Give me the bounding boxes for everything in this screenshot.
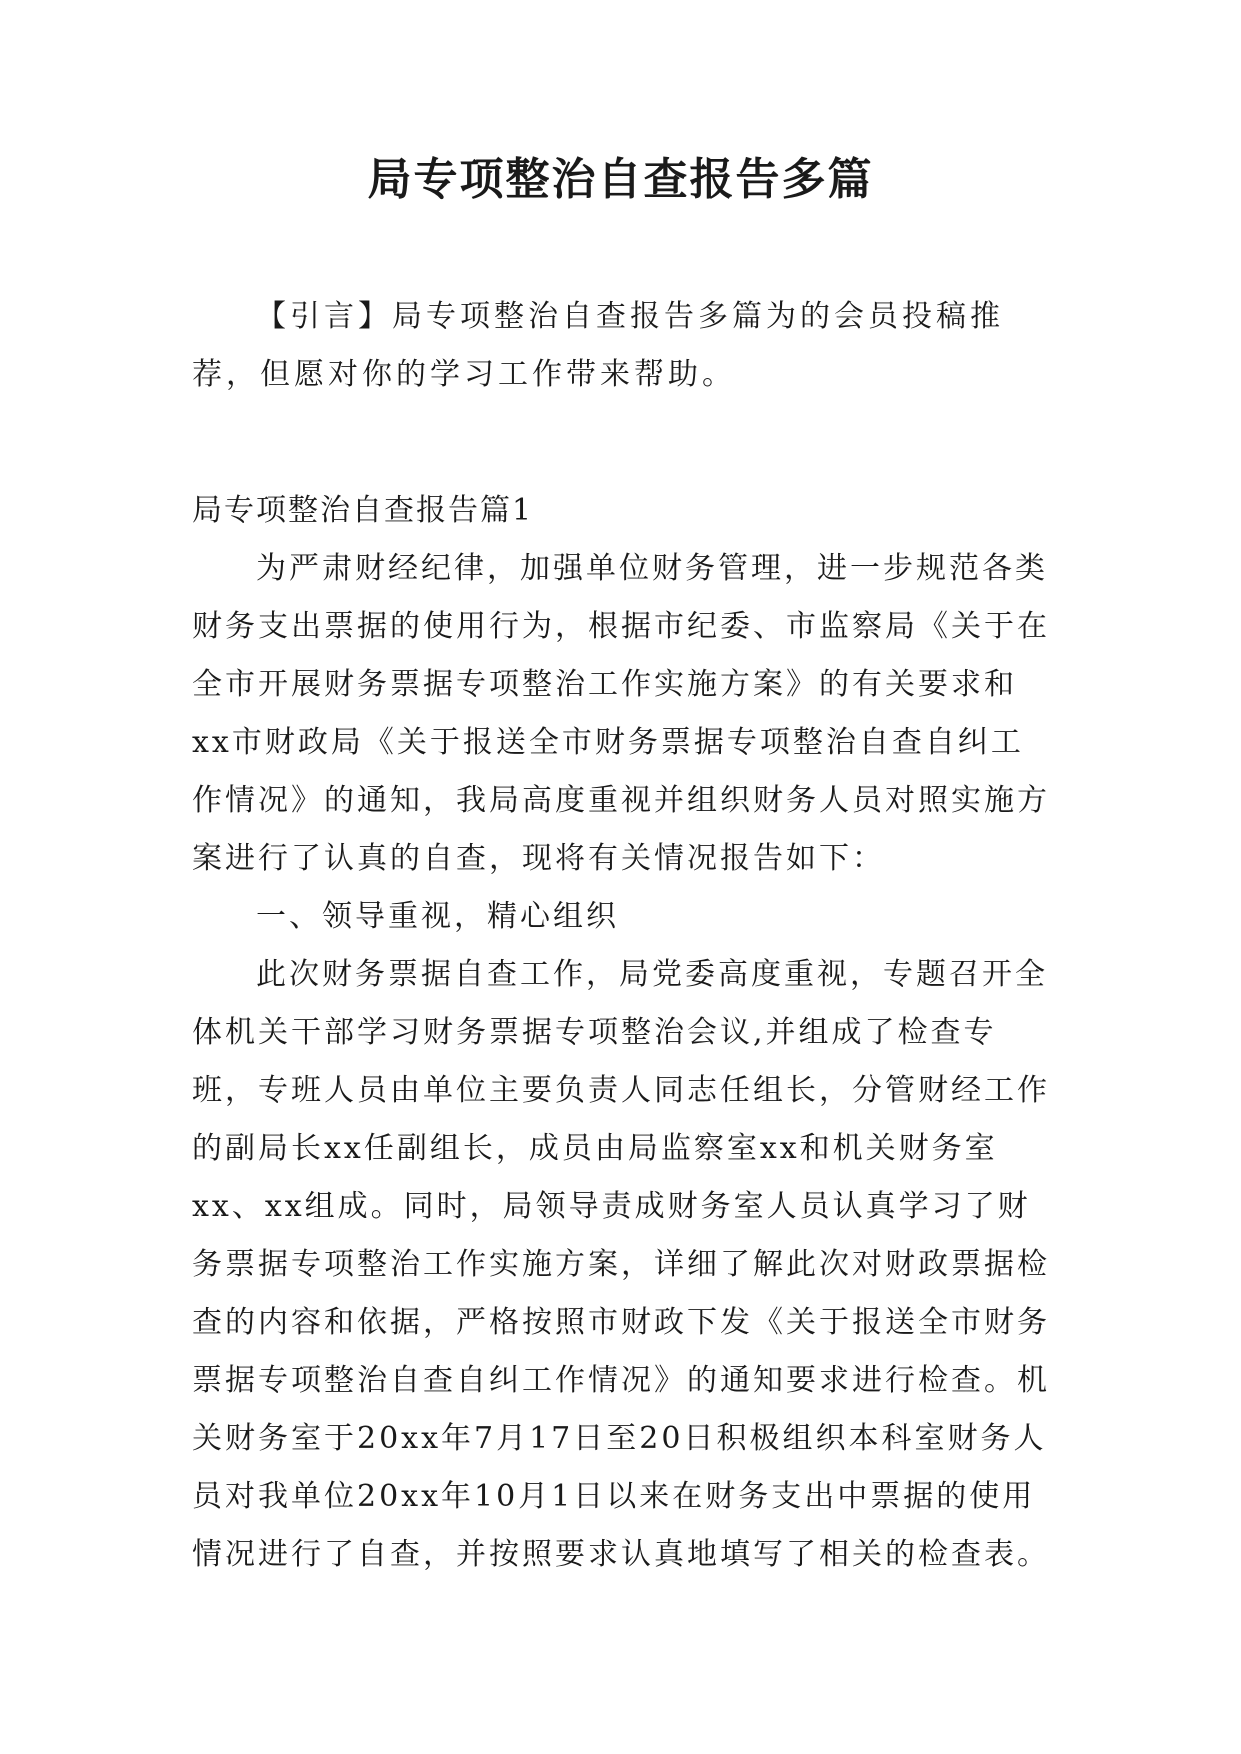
spacer [192,404,1054,482]
intro-paragraph: 【引言】局专项整治自查报告多篇为的会员投稿推荐，但愿对你的学习工作带来帮助。 [192,299,1004,392]
document-body [192,288,1054,1584]
body-paragraph: 此次财务票据自查工作，局党委高度重视，专题召开全体机关干部学习财务票据专项整治会议,并组成了检查专班，专班人员由单位主要负责人同志任组长，分管财经工作的副局长xx任副组长，成员由局监察室xx和机关财务室xx、xx组成。同时，局领导责成财务室人员认真学习了财务票据专项整治工作实施方案，详细了解此次对财政票据检查的内容和依据，严格按照市财政下发《关于报送全市财务票据专项整治自查自纠工作情况》的通知要求进行检查。机关财务室于20xx年7月17日至20日积极组织本科室财务人员对我单位20xx年10月1日以来在财务支出中票据的使用情况进行了自查，并按照要求认真地填写了相关的检查表。 [192,957,1050,1572]
document-title: 局专项整治自查报告多篇 [367,154,874,205]
section-heading: 一、领导重视，精心组织 [256,899,619,934]
body-paragraph: 为严肃财经纪律，加强单位财务管理，进一步规范各类财务支出票据的使用行为，根据市纪委、市监察局《关于在全市开展财务票据专项整治工作实施方案》的有关要求和xx市财政局《关于报送全市财务票据专项整治自查自纠工作情况》的通知，我局高度重视并组织财务人员对照实施方案进行了认真的自查，现将有关情况报告如下： [192,551,1050,876]
article-heading: 局专项整治自查报告篇1 [192,493,534,528]
